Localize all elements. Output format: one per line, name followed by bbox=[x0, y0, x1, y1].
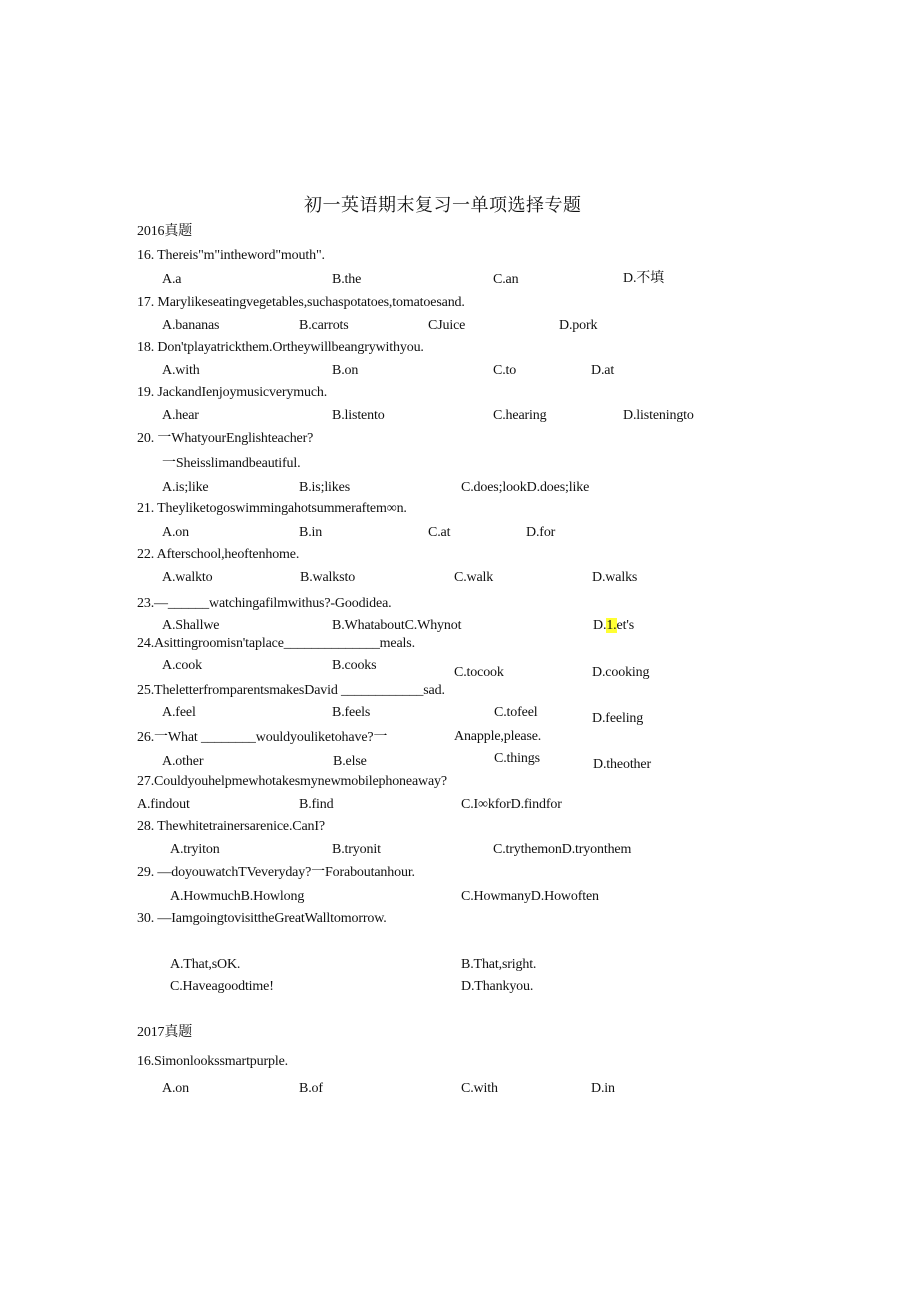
option-29-ab: A.HowmuchB.Howlong bbox=[170, 889, 305, 904]
question-20-response: 一Sheisslimandbeautiful. bbox=[162, 456, 301, 471]
question-24: 24.Asittingroomisn'taplace______________meals. bbox=[137, 636, 415, 651]
option-25-c: C.tofeel bbox=[494, 705, 538, 720]
option-26-a: A.other bbox=[162, 754, 204, 769]
question-26-response: Anapple,please. bbox=[454, 729, 542, 744]
option-23-d-prefix: D. bbox=[593, 618, 607, 633]
option-2017-16-a: A.on bbox=[162, 1081, 190, 1096]
option-20-a: A.is;like bbox=[162, 480, 209, 495]
option-17-c: CJuice bbox=[428, 318, 466, 333]
option-23-a: A.Shallwe bbox=[162, 618, 220, 633]
option-19-a: A.hear bbox=[162, 408, 199, 423]
option-21-d: D.for bbox=[526, 525, 556, 540]
question-25: 25.TheletterfromparentsmakesDavid ____________sad. bbox=[137, 683, 445, 698]
option-2017-16-d: D.in bbox=[591, 1081, 615, 1096]
option-16-a: A.a bbox=[162, 272, 182, 287]
option-19-b: B.listento bbox=[332, 408, 385, 423]
option-19-c: C.hearing bbox=[493, 408, 547, 423]
question-26: 26.一What ________wouldyouliketohave?一 bbox=[137, 730, 388, 745]
option-23-d bbox=[593, 618, 634, 634]
option-30-d: D.Thankyou. bbox=[461, 979, 534, 994]
section-heading-2016: 2016真题 bbox=[137, 224, 193, 239]
option-22-a: A.walkto bbox=[162, 570, 213, 585]
question-21: 21. Theyliketogoswimmingahotsummeraftem∞n. bbox=[137, 501, 407, 516]
option-24-a: A.cook bbox=[162, 658, 202, 673]
option-18-c: C.to bbox=[493, 363, 517, 378]
question-2017-16: 16.Simonlookssmartpurple. bbox=[137, 1054, 289, 1069]
question-19: 19. JackandIenjoymusicverymuch. bbox=[137, 385, 328, 400]
option-16-b: B.the bbox=[332, 272, 362, 287]
option-25-b: B.feels bbox=[332, 705, 371, 720]
highlighted-text: 1. bbox=[606, 618, 617, 633]
question-22: 22. Afterschool,heoftenhome. bbox=[137, 547, 300, 562]
option-28-b: B.tryonit bbox=[332, 842, 381, 857]
option-18-b: B.on bbox=[332, 363, 359, 378]
option-25-a: A.feel bbox=[162, 705, 196, 720]
question-18: 18. Don'tplayatrickthem.Ortheywillbeangrywithyou. bbox=[137, 340, 424, 355]
option-30-c: C.Haveagoodtime! bbox=[170, 979, 274, 994]
option-21-c: C.at bbox=[428, 525, 451, 540]
question-20: 20. 一WhatyourEnglishteacher? bbox=[137, 431, 314, 446]
question-16: 16. Thereis"m"intheword"mouth". bbox=[137, 248, 325, 263]
option-20-cd: C.does;lookD.does;like bbox=[461, 480, 590, 495]
option-18-a: A.with bbox=[162, 363, 200, 378]
option-16-c: C.an bbox=[493, 272, 519, 287]
option-23-d-suffix: et's bbox=[616, 618, 634, 633]
section-heading-2017: 2017真题 bbox=[137, 1025, 193, 1040]
option-2017-16-b: B.of bbox=[299, 1081, 323, 1096]
question-28: 28. Thewhitetrainersarenice.CanI? bbox=[137, 819, 325, 834]
option-2017-16-c: C.with bbox=[461, 1081, 498, 1096]
option-26-b: B.else bbox=[333, 754, 367, 769]
option-27-a: A.findout bbox=[137, 797, 190, 812]
option-17-a: A.bananas bbox=[162, 318, 220, 333]
option-24-b: B.cooks bbox=[332, 658, 377, 673]
option-27-cd: C.I∞kforD.findfor bbox=[461, 797, 562, 812]
question-23: 23.—______watchingafilmwithus?-Goodidea. bbox=[137, 596, 392, 611]
option-18-d: D.at bbox=[591, 363, 615, 378]
option-30-b: B.That,sright. bbox=[461, 957, 537, 972]
page-title: 初一英语期末复习一单项选择专题 bbox=[304, 195, 582, 215]
option-28-a: A.tryiton bbox=[170, 842, 220, 857]
option-24-c: C.tocook bbox=[454, 665, 504, 680]
option-25-d: D.feeling bbox=[592, 711, 644, 726]
option-19-d: D.listeningto bbox=[623, 408, 694, 423]
option-26-d: D.theother bbox=[593, 757, 651, 772]
option-22-b: B.walksto bbox=[300, 570, 356, 585]
option-23-bc: B.WhataboutC.Whynot bbox=[332, 618, 462, 633]
option-16-d: D.不填 bbox=[623, 271, 665, 286]
question-30: 30. —IamgoingtovisittheGreatWalltomorrow. bbox=[137, 911, 387, 926]
option-17-b: B.carrots bbox=[299, 318, 349, 333]
option-21-a: A.on bbox=[162, 525, 190, 540]
option-26-c: C.things bbox=[494, 751, 540, 766]
option-21-b: B.in bbox=[299, 525, 323, 540]
question-29: 29. —doyouwatchTVeveryday?一Foraboutanhour. bbox=[137, 865, 415, 880]
option-30-a: A.That,sOK. bbox=[170, 957, 241, 972]
option-28-cd: C.trythemonD.tryonthem bbox=[493, 842, 632, 857]
option-24-d: D.cooking bbox=[592, 665, 650, 680]
option-22-c: C.walk bbox=[454, 570, 494, 585]
option-17-d: D.pork bbox=[559, 318, 598, 333]
question-17: 17. Marylikeseatingvegetables,suchaspotatoes,tomatoesand. bbox=[137, 295, 465, 310]
option-27-b: B.find bbox=[299, 797, 334, 812]
option-20-b: B.is;likes bbox=[299, 480, 351, 495]
option-22-d: D.walks bbox=[592, 570, 638, 585]
option-29-cd: C.HowmanyD.Howoften bbox=[461, 889, 599, 904]
question-27: 27.Couldyouhelpmewhotakesmynewmobilephoneaway? bbox=[137, 774, 447, 789]
